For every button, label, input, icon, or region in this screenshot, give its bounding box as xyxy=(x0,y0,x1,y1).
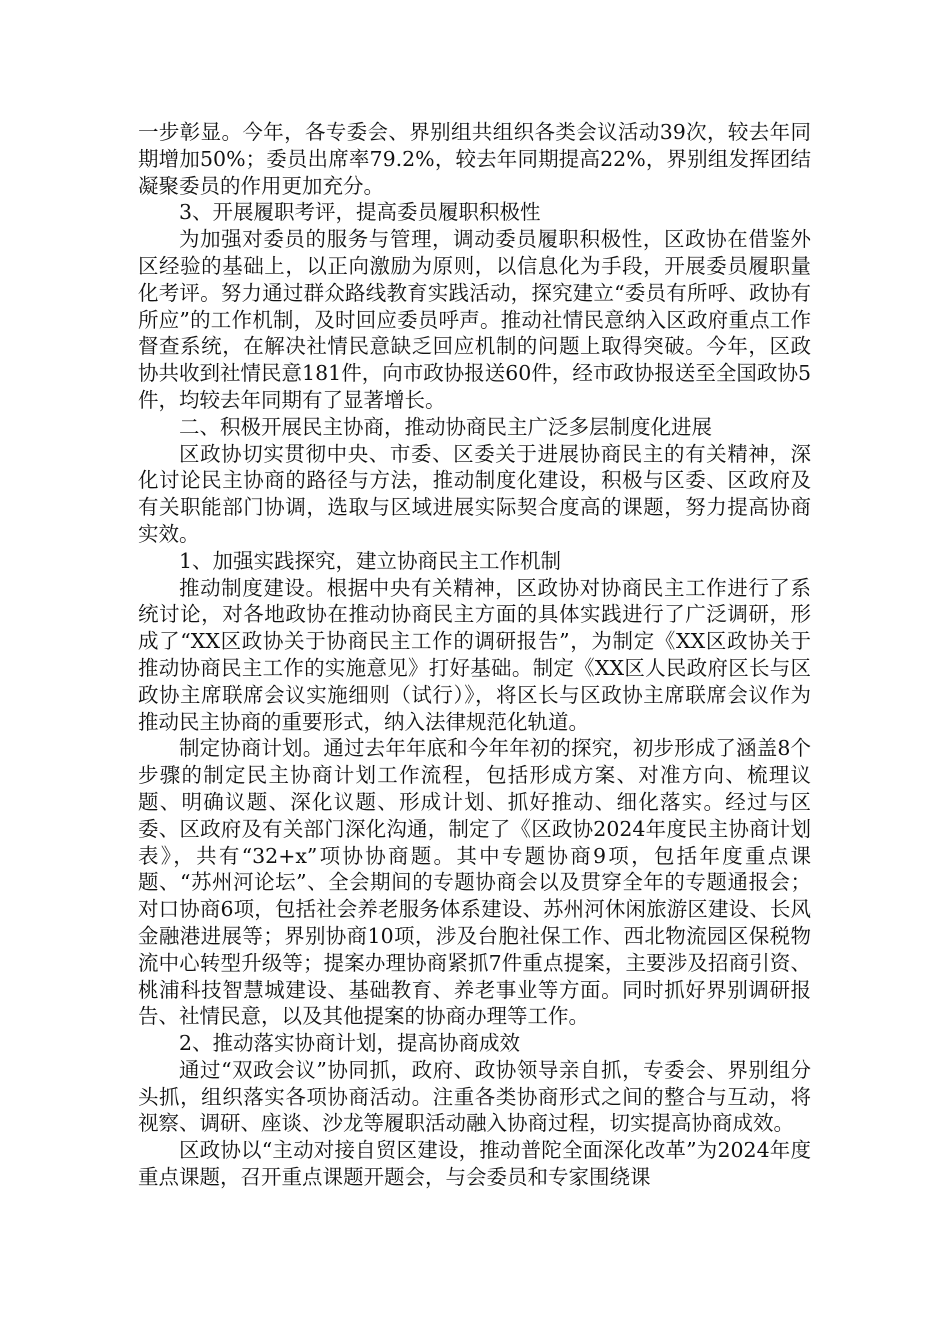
paragraph: 制定协商计划。通过去年年底和今年年初的探究，初步形成了涵盖8个步骤的制定民主协商计划工作流程，包括形成方案、对准方向、梳理议题、明确议题、深化议题、形成计划、抓好推动、细化落实。经过与区委、区政府及有关部门深化沟通，制定了《区政协2024年度民主协商计划表》，共有“32+x”项协协商题。其中专题协商9项，包括年度重点课题、“苏州河论坛”、全会期间的专题协商会以及贯穿全年的专题通报会；对口协商6项，包括社会养老服务体系建设、苏州河休闲旅游区建设、长风金融港进展等；界别协商10项，涉及台胞社保工作、西北物流园区保税物流中心转型升级等；提案办理协商紧抓7件重点提案，主要涉及招商引资、桃浦科技智慧城建设、基础教育、养老事业等方面。同时抓好界别调研报告、社情民意，以及其他提案的协商办理等工作。 xyxy=(138,736,811,1029)
paragraph: 通过“双政会议”协同抓，政府、政协领导亲自抓，专委会、界别组分头抓，组织落实各项协商活动。注重各类协商形式之间的整合与互动，将视察、调研、座谈、沙龙等履职活动融入协商过程，切实提高协商成效。 xyxy=(138,1057,811,1136)
document-page xyxy=(138,119,811,1191)
section-heading: 二、积极开展民主协商，推动协商民主广泛多层制度化进展 xyxy=(179,414,712,439)
paragraph: 为加强对委员的服务与管理，调动委员履职积极性，区政协在借鉴外区经验的基础上，以正向激励为原则，以信息化为手段，开展委员履职量化考评。努力通过群众路线教育实践活动，探究建立“委员有所呼、政协有所应”的工作机制，及时回应委员呼声。推动社情民意纳入区政府重点工作督查系统，在解决社情民意缺乏回应机制的问题上取得突破。今年，区政协共收到社情民意181件，向市政协报送60件，经市政协报送至全国政协5件，均较去年同期有了显著增长。 xyxy=(138,227,811,412)
section-heading: 2、推动落实协商计划，提高协商成效 xyxy=(179,1031,521,1056)
paragraph: 一步彰显。今年，各专委会、界别组共组织各类会议活动39次，较去年同期增加50%；委员出席率79.2%，较去年同期提高22%，界别组发挥团结凝聚委员的作用更加充分。 xyxy=(138,120,811,198)
paragraph: 推动制度建设。根据中央有关精神，区政协对协商民主工作进行了系统讨论，对各地政协在推动协商民主方面的具体实践进行了广泛调研，形成了“XX区政协关于协商民主工作的调研报告”，为制定《XX区政协关于推动协商民主工作的实施意见》打好基础。制定《XX区人民政府区长与区政协主席联席会议实施细则（试行）》，将区长与区政协主席联席会议作为推动民主协商的重要形式，纳入法律规范化轨道。 xyxy=(138,575,811,734)
section-heading: 1、加强实践探究，建立协商民主工作机制 xyxy=(179,548,562,573)
paragraph: 区政协以“主动对接自贸区建设，推动普陀全面深化改革”为2024年度重点课题，召开重点课题开题会，与会委员和专家围绕课 xyxy=(138,1138,811,1190)
section-heading: 3、开展履职考评，提高委员履职积极性 xyxy=(179,200,541,225)
paragraph: 区政协切实贯彻中央、市委、区委关于进展协商民主的有关精神，深化讨论民主协商的路径与方法，推动制度化建设，积极与区委、区政府及有关职能部门协调，选取与区域进展实际契合度高的课题，努力提高协商实效。 xyxy=(138,441,811,546)
